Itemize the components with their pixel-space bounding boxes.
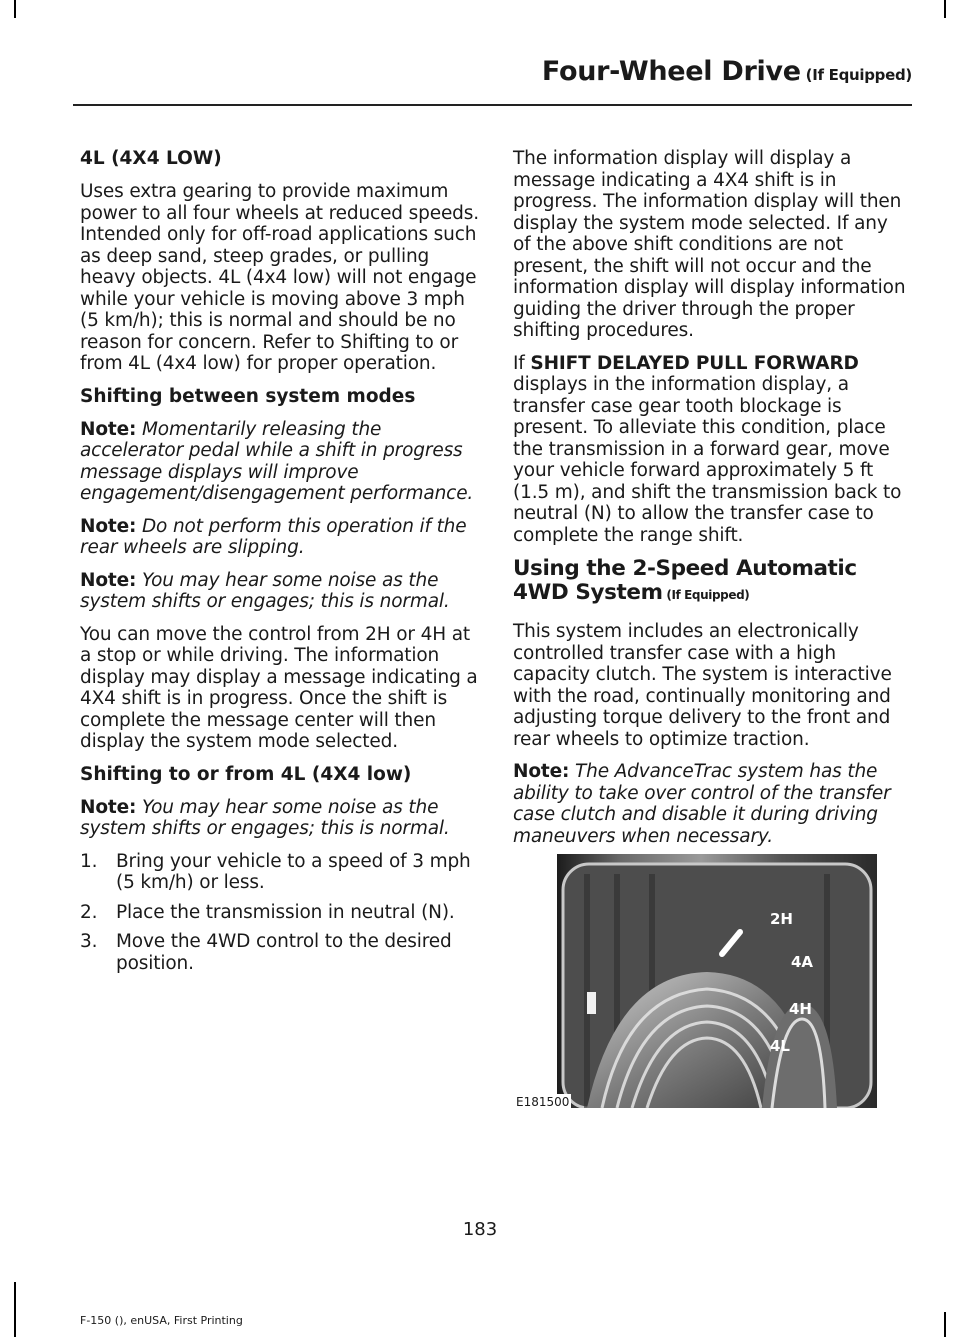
header-title-suffix: (If Equipped) bbox=[800, 66, 912, 84]
note-label: Note: bbox=[80, 569, 137, 591]
list-item bbox=[80, 902, 482, 924]
note-5 bbox=[513, 761, 909, 847]
steps-list bbox=[80, 851, 482, 975]
4wd-control-illustration bbox=[557, 854, 877, 1108]
crop-mark-top-right bbox=[944, 0, 946, 18]
header-title-text: Four-Wheel Drive bbox=[541, 56, 801, 87]
heading-shifting-4l: Shifting to or from 4L (4X4 low) bbox=[80, 763, 412, 785]
note-text: The AdvanceTrac system has the ability to take over control of the transfer case clutch and disable it during driving maneuvers when necessary. bbox=[513, 761, 891, 847]
shift-delayed-text: displays in the information display, a transfer case gear tooth blockage is present. To alleviate this condition, place the transmission in a forward gear, move your vehicle forward approximately 5 ft (1.5 m), and shift the transmission back to neutral (N) to allow the transfer case to complete the range shift. bbox=[513, 374, 902, 546]
paragraph-auto-4wd: This system includes an electronically controlled transfer case with a high capacity clutch. The system is interactive with the road, continually monitoring and adjusting torque delivery to the front and rear wheels to optimize traction. bbox=[513, 621, 892, 750]
crop-mark-top-left bbox=[14, 0, 16, 18]
heading-4l: 4L (4X4 LOW) bbox=[80, 148, 222, 169]
header-rule bbox=[73, 104, 912, 106]
note-1 bbox=[80, 419, 482, 505]
heading-auto-4wd bbox=[513, 557, 909, 607]
note-label: Note: bbox=[80, 418, 137, 440]
step-text: Bring your vehicle to a speed of 3 mph (5 km/h) or less. bbox=[116, 850, 471, 893]
step-text: Move the 4WD control to the desired position. bbox=[116, 931, 452, 974]
note-text: You may hear some noise as the system shifts or engages; this is normal. bbox=[80, 569, 450, 612]
heading-auto-4wd-suffix: (If Equipped) bbox=[662, 588, 750, 602]
page-number: 183 bbox=[462, 1219, 498, 1240]
figure-label-4a: 4A bbox=[791, 953, 814, 971]
note-text: You may hear some noise as the system shifts or engages; this is normal. bbox=[80, 796, 450, 839]
page-header-title bbox=[542, 56, 912, 87]
note-2 bbox=[80, 516, 482, 559]
right-column bbox=[513, 148, 909, 858]
figure-code: E181500 bbox=[516, 1095, 570, 1109]
footer-text: F-150 (), enUSA, First Printing bbox=[80, 1314, 243, 1327]
figure-label-4h: 4H bbox=[789, 1000, 812, 1018]
step-number: 3. bbox=[80, 931, 98, 952]
list-item bbox=[80, 931, 482, 974]
list-item bbox=[80, 851, 482, 894]
step-number: 1. bbox=[80, 850, 98, 872]
step-text: Place the transmission in neutral (N). bbox=[116, 901, 455, 923]
if-word: If bbox=[513, 352, 531, 374]
figure-label-4l: 4L bbox=[770, 1037, 790, 1055]
note-text: Do not perform this operation if the rear wheels are slipping. bbox=[80, 515, 467, 558]
paragraph-shift-delayed bbox=[513, 353, 909, 547]
note-label: Note: bbox=[513, 761, 570, 782]
note-3 bbox=[80, 570, 482, 613]
shift-delayed-message: SHIFT DELAYED PULL FORWARD bbox=[530, 352, 859, 374]
paragraph-modes: You can move the control from 2H or 4H at a stop or while driving. The information display may display a message indicating a 4X4 shift is in progress. Once the shift is complete the message center will then display the system mode selected. bbox=[80, 623, 478, 752]
heading-auto-4wd-text: Using the 2-Speed Automatic 4WD System bbox=[513, 556, 857, 605]
note-text: Momentarily releasing the accelerator pedal while a shift in progress message displays will improve engagement/disengagement performance. bbox=[80, 418, 474, 504]
heading-shifting-modes: Shifting between system modes bbox=[80, 385, 416, 407]
crop-mark-bottom-right bbox=[944, 1312, 946, 1337]
crop-mark-bottom-left bbox=[14, 1282, 16, 1337]
figure-label-2h: 2H bbox=[770, 910, 793, 928]
left-column bbox=[80, 148, 482, 982]
paragraph-info-display: The information display will display a message indicating a 4X4 shift is in progress. The information display will then display the system mode selected. If any of the above shift conditions are not present, the shift will not occur and the information display will display information guiding the driver through the proper shifting procedures. bbox=[513, 148, 906, 341]
note-label: Note: bbox=[80, 796, 137, 818]
paragraph-4l: Uses extra gearing to provide maximum power to all four wheels at reduced speeds. Intended only for off-road applications such as deep sand, steep grades, or pulling heavy objects. 4L (4x4 low) will not engage while your vehicle is moving above 3 mph (5 km/h); this is normal and should be no reason for concern. Refer to Shifting to or from 4L (4x4 low) for proper operation. bbox=[80, 181, 479, 374]
note-4 bbox=[80, 797, 482, 840]
4wd-control-knob-icon bbox=[557, 854, 877, 1108]
step-number: 2. bbox=[80, 901, 98, 923]
note-label: Note: bbox=[80, 515, 137, 537]
